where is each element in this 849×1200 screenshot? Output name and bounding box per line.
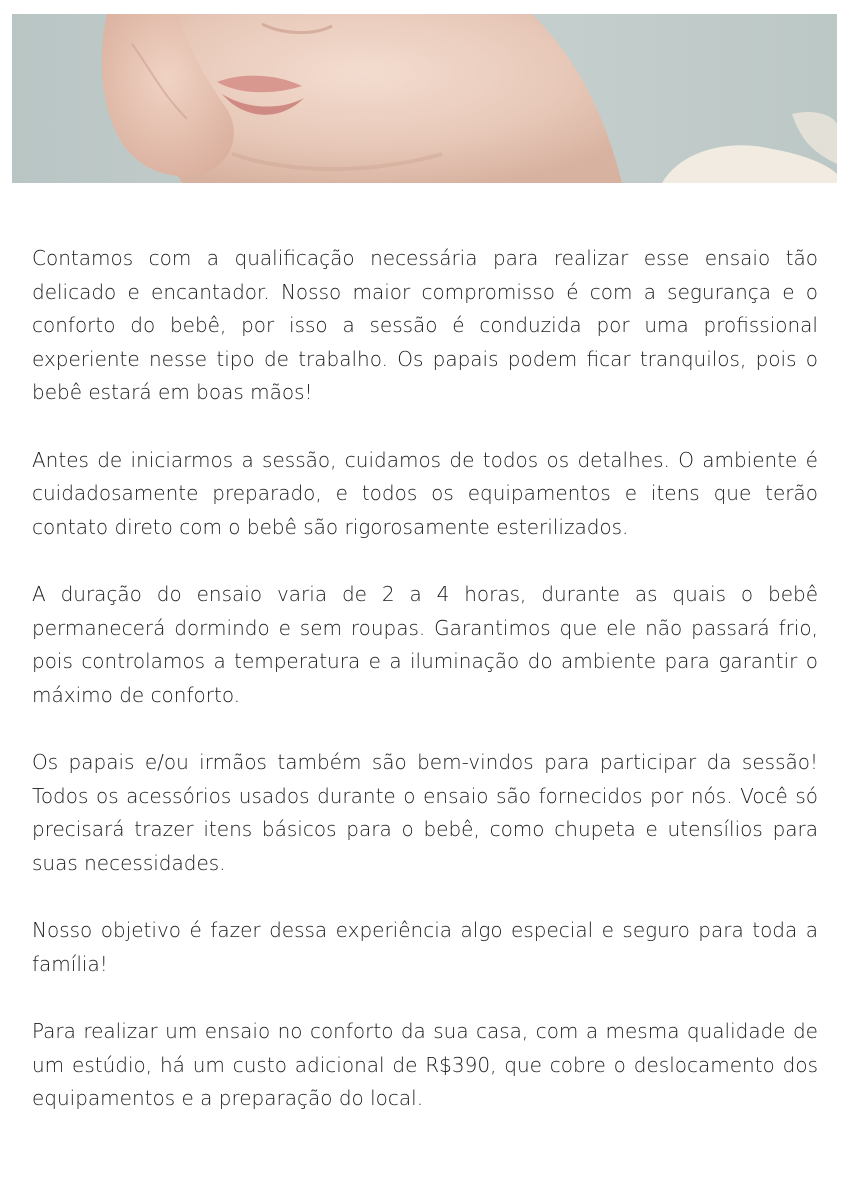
paragraph-home-session: Para realizar um ensaio no conforto da sua casa, com a mesma qualidade de um estúdio, há um custo adicional de R$390, que cobre o deslocamento dos equipamentos e a preparação do local. (32, 1019, 818, 1110)
hero-photo (12, 14, 837, 183)
paragraph-duration: A duração do ensaio varia de 2 a 4 horas, durante as quais o bebê permanecerá dormindo e sem roupas. Garantimos que ele não passará frio, pois controlamos a temperatura e a iluminação do ambiente para garantir o máximo de conforto. (32, 582, 818, 707)
text-content (32, 242, 818, 1150)
baby-photo-illustration (12, 14, 837, 183)
paragraph-family: Os papais e/ou irmãos também são bem-vindos para participar da sessão! Todos os acessórios usados durante o ensaio são fornecidos por nós. Você só precisará trazer itens básicos para o bebê, como chupeta e utensílios para suas necessidades. (32, 750, 818, 875)
paragraph-objective: Nosso objetivo é fazer dessa experiência algo especial e seguro para toda a família! (32, 918, 818, 976)
paragraph-qualification: Contamos com a qualificação necessária para realizar esse ensaio tão delicado e encantador. Nosso maior compromisso é com a segurança e o conforto do bebê, por isso a sessão é conduzida por uma profissional experiente nesse tipo de trabalho. Os papais podem ficar tranquilos, pois o bebê estará em boas mãos! (32, 246, 818, 404)
paragraph-preparation: Antes de iniciarmos a sessão, cuidamos de todos os detalhes. O ambiente é cuidadosamente preparado, e todos os equipamentos e itens que terão contato direto com o bebê são rigorosamente esterilizados. (32, 447, 818, 539)
